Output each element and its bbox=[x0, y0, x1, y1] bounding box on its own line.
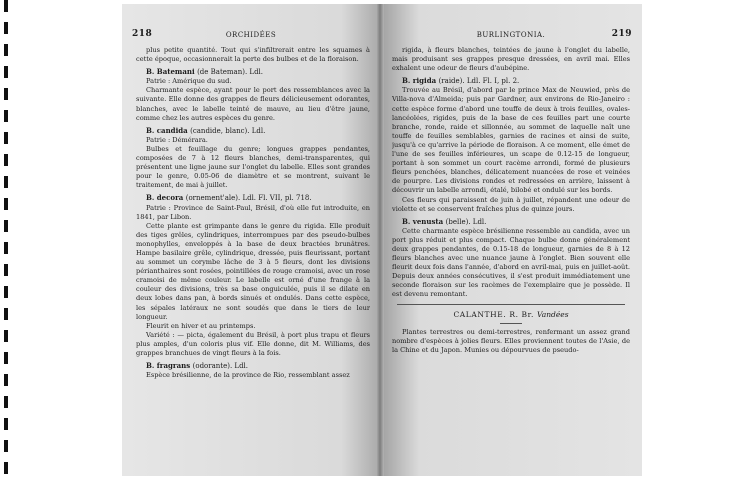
left-running-title: ORCHIDÉES bbox=[225, 31, 277, 39]
species-heading bbox=[136, 126, 370, 136]
paragraph: Patrie : Amérique du sud. bbox=[146, 77, 232, 86]
scan-edge-marks bbox=[4, 0, 8, 482]
paragraph: Ces fleurs qui paraissent de juin à juillet, répandent une odeur de violette et se conservent fraîches plus de quinze jours. bbox=[392, 195, 630, 213]
paragraph: Variété : — picta, également du Brésil, à port plus trapu et fleurs plus amples, d'un coloris plus vif. Elle donne, dit M. Williams, des grappes branchues de vingt fleurs à la fois. bbox=[136, 330, 370, 357]
left-page bbox=[122, 4, 380, 476]
species-name: B. decora bbox=[146, 193, 184, 203]
genus-tribe: Vandées bbox=[537, 309, 569, 319]
paragraph: Cette plante est grimpante dans le genre du rigida. Elle produit des tiges grêles, cylindriques, interrompues par des pseudo-bulbes monophylles, enveloppés à la base de deux bractées brunâtres. Hampe basilaire grêle, cylindrique, dressée, puis fleurissant, portant au sommet un corymbe lâche de 3 à 5 fleurs, dont les divisions périanthaires sont rosées, pointillées de rouge cramoisi, avec un rose cramoisi de même couleur. Le labelle est orné d'une frange à la couleur des divisions, très sa base onguiculée, puis il se dilate en deux lobes dans pan, à bords sinués et ondulés. Dans cette espèce, les sépales latéraux ne sont soudés que dans le tiers de leur longueur. bbox=[136, 221, 370, 321]
right-page-text bbox=[392, 46, 630, 476]
species-name: B. Batemani bbox=[146, 67, 195, 77]
book-gutter bbox=[376, 4, 384, 476]
paragraph: Bulbes et feuillage du genre; longues grappes pendantes, composées de 7 à 12 fleurs blanches, demi-transparentes, qui présentent une ligne jaune sur l'onglet du labelle. Elles sont grandes pour le genre, 0.05-06 de diamètre et se montrent, suivant le traitement, de mai à juillet. bbox=[136, 144, 370, 190]
paragraph: rigida, à fleurs blanches, teintées de jaune à l'onglet du labelle, mais produisant ses grappes presque dressées, en avril mai. Elles exhalent une odeur de fleurs d'aubépine. bbox=[392, 46, 630, 73]
species-name: B. rigida bbox=[402, 76, 437, 86]
paragraph: Trouvée au Brésil, d'abord par le prince Max de Neuwied, près de Villa-nova d'Almeida; puis par Gardner, aux environs de Rio-Janeiro : cette espèce forme d'abord une touffe de deux à trois feuilles, ovales-lancéolées, rigides, puis de la base de ces feuilles part une courte branche, ronde, raide et sillonnée, au sommet de laquelle naît une touffe de feuilles semblables, garnies de racines et ainsi de suite, jusqu'à ce qu'arrive la période de floraison. A ce moment, elle émet de l'une de ses feuilles inférieures, un scape de 0.12-15 de longueur, portant à son sommet un court racème arrondi, formé de plusieurs fleurs penchées, blanches, délicatement nuancées de rose et veinées de pourpre. Les divisions rondes et redressées en arrière, laissent à découvrir un labelle arrondi, étalé, bilobé et ondulé sur les bords. bbox=[392, 86, 630, 195]
left-page-number: 218 bbox=[132, 29, 153, 39]
right-page-number: 219 bbox=[611, 29, 632, 39]
species-authority: (raide). Ldl. Fl. I, pl. 2. bbox=[438, 77, 520, 86]
species-authority: (ornement'ale). Ldl. Fl. VII, pl. 718. bbox=[185, 194, 312, 203]
species-authority: (candide, blanc). Ldl. bbox=[190, 126, 266, 135]
open-book-scan bbox=[122, 4, 642, 476]
genus-heading bbox=[392, 310, 630, 319]
species-heading bbox=[392, 217, 630, 227]
species-name: B. candida bbox=[146, 125, 188, 135]
genus-underline bbox=[500, 323, 522, 324]
paragraph: plus petite quantité. Tout qui s'infiltrerait entre les squames à cette époque, occasionnerait la perte des bulbes et de la floraison. bbox=[136, 46, 370, 64]
species-name: B. fragrans bbox=[146, 361, 191, 371]
species-heading bbox=[392, 76, 630, 86]
species-name: B. venusta bbox=[402, 216, 444, 226]
paragraph: Plantes terrestres ou demi-terrestres, renfermant un assez grand nombre d'espèces à jolies fleurs. Elles proviennent toutes de l'Asie, de la Chine et du Japon. Munies ou dépourvues de pseudo- bbox=[392, 327, 630, 354]
species-heading bbox=[136, 361, 370, 371]
right-running-head bbox=[390, 29, 632, 41]
species-authority: (de Bateman). Ldl. bbox=[197, 68, 264, 77]
paragraph: Fleurit en hiver et au printemps. bbox=[146, 321, 256, 330]
genus-name: CALANTHE. R. Br. bbox=[453, 309, 535, 319]
paragraph: Charmante espèce, ayant pour le port des ressemblances avec la suivante. Elle donne des grappes de fleurs délicieusement odorantes, blanches, avec le labelle teinté de mauve, au lieu d'être jaune, comme chez les autres espèces du genre. bbox=[136, 86, 370, 122]
species-heading bbox=[136, 193, 370, 203]
left-page-text bbox=[136, 46, 370, 476]
paragraph: Patrie : Démérara. bbox=[146, 135, 208, 144]
species-authority: (odorante). Ldl. bbox=[192, 362, 249, 371]
paragraph: Patrie : Province de Saint-Paul, Brésil, d'où elle fut introduite, en 1841, par Libon. bbox=[136, 203, 370, 221]
paragraph: Cette charmante espèce brésilienne ressemble au candida, avec un port plus réduit et plus compact. Chaque bulbe donne généralement deux grappes pendantes, de 0.15-18 de longueur, garnies de 8 à 12 fleurs blanches avec une nuance jaune à l'onglet. Bien souvent elle fleurit deux fois dans l'année, d'abord en avril-mai, puis en juillet-août. Depuis deux années consécutives, il s'est produit immédiatement une seconde floraison sur les racèmes de l'exemplaire que je possède. Il est devenu remontant. bbox=[392, 226, 630, 299]
right-page bbox=[380, 4, 642, 476]
right-running-title: BURLINGTONIA. bbox=[476, 31, 546, 39]
species-heading bbox=[136, 67, 370, 77]
species-authority: (belle). Ldl. bbox=[445, 217, 487, 226]
paragraph: Espèce brésilienne, de la province de Rio, ressemblant assez bbox=[146, 371, 350, 380]
section-divider bbox=[397, 304, 625, 305]
left-running-head bbox=[132, 29, 370, 41]
